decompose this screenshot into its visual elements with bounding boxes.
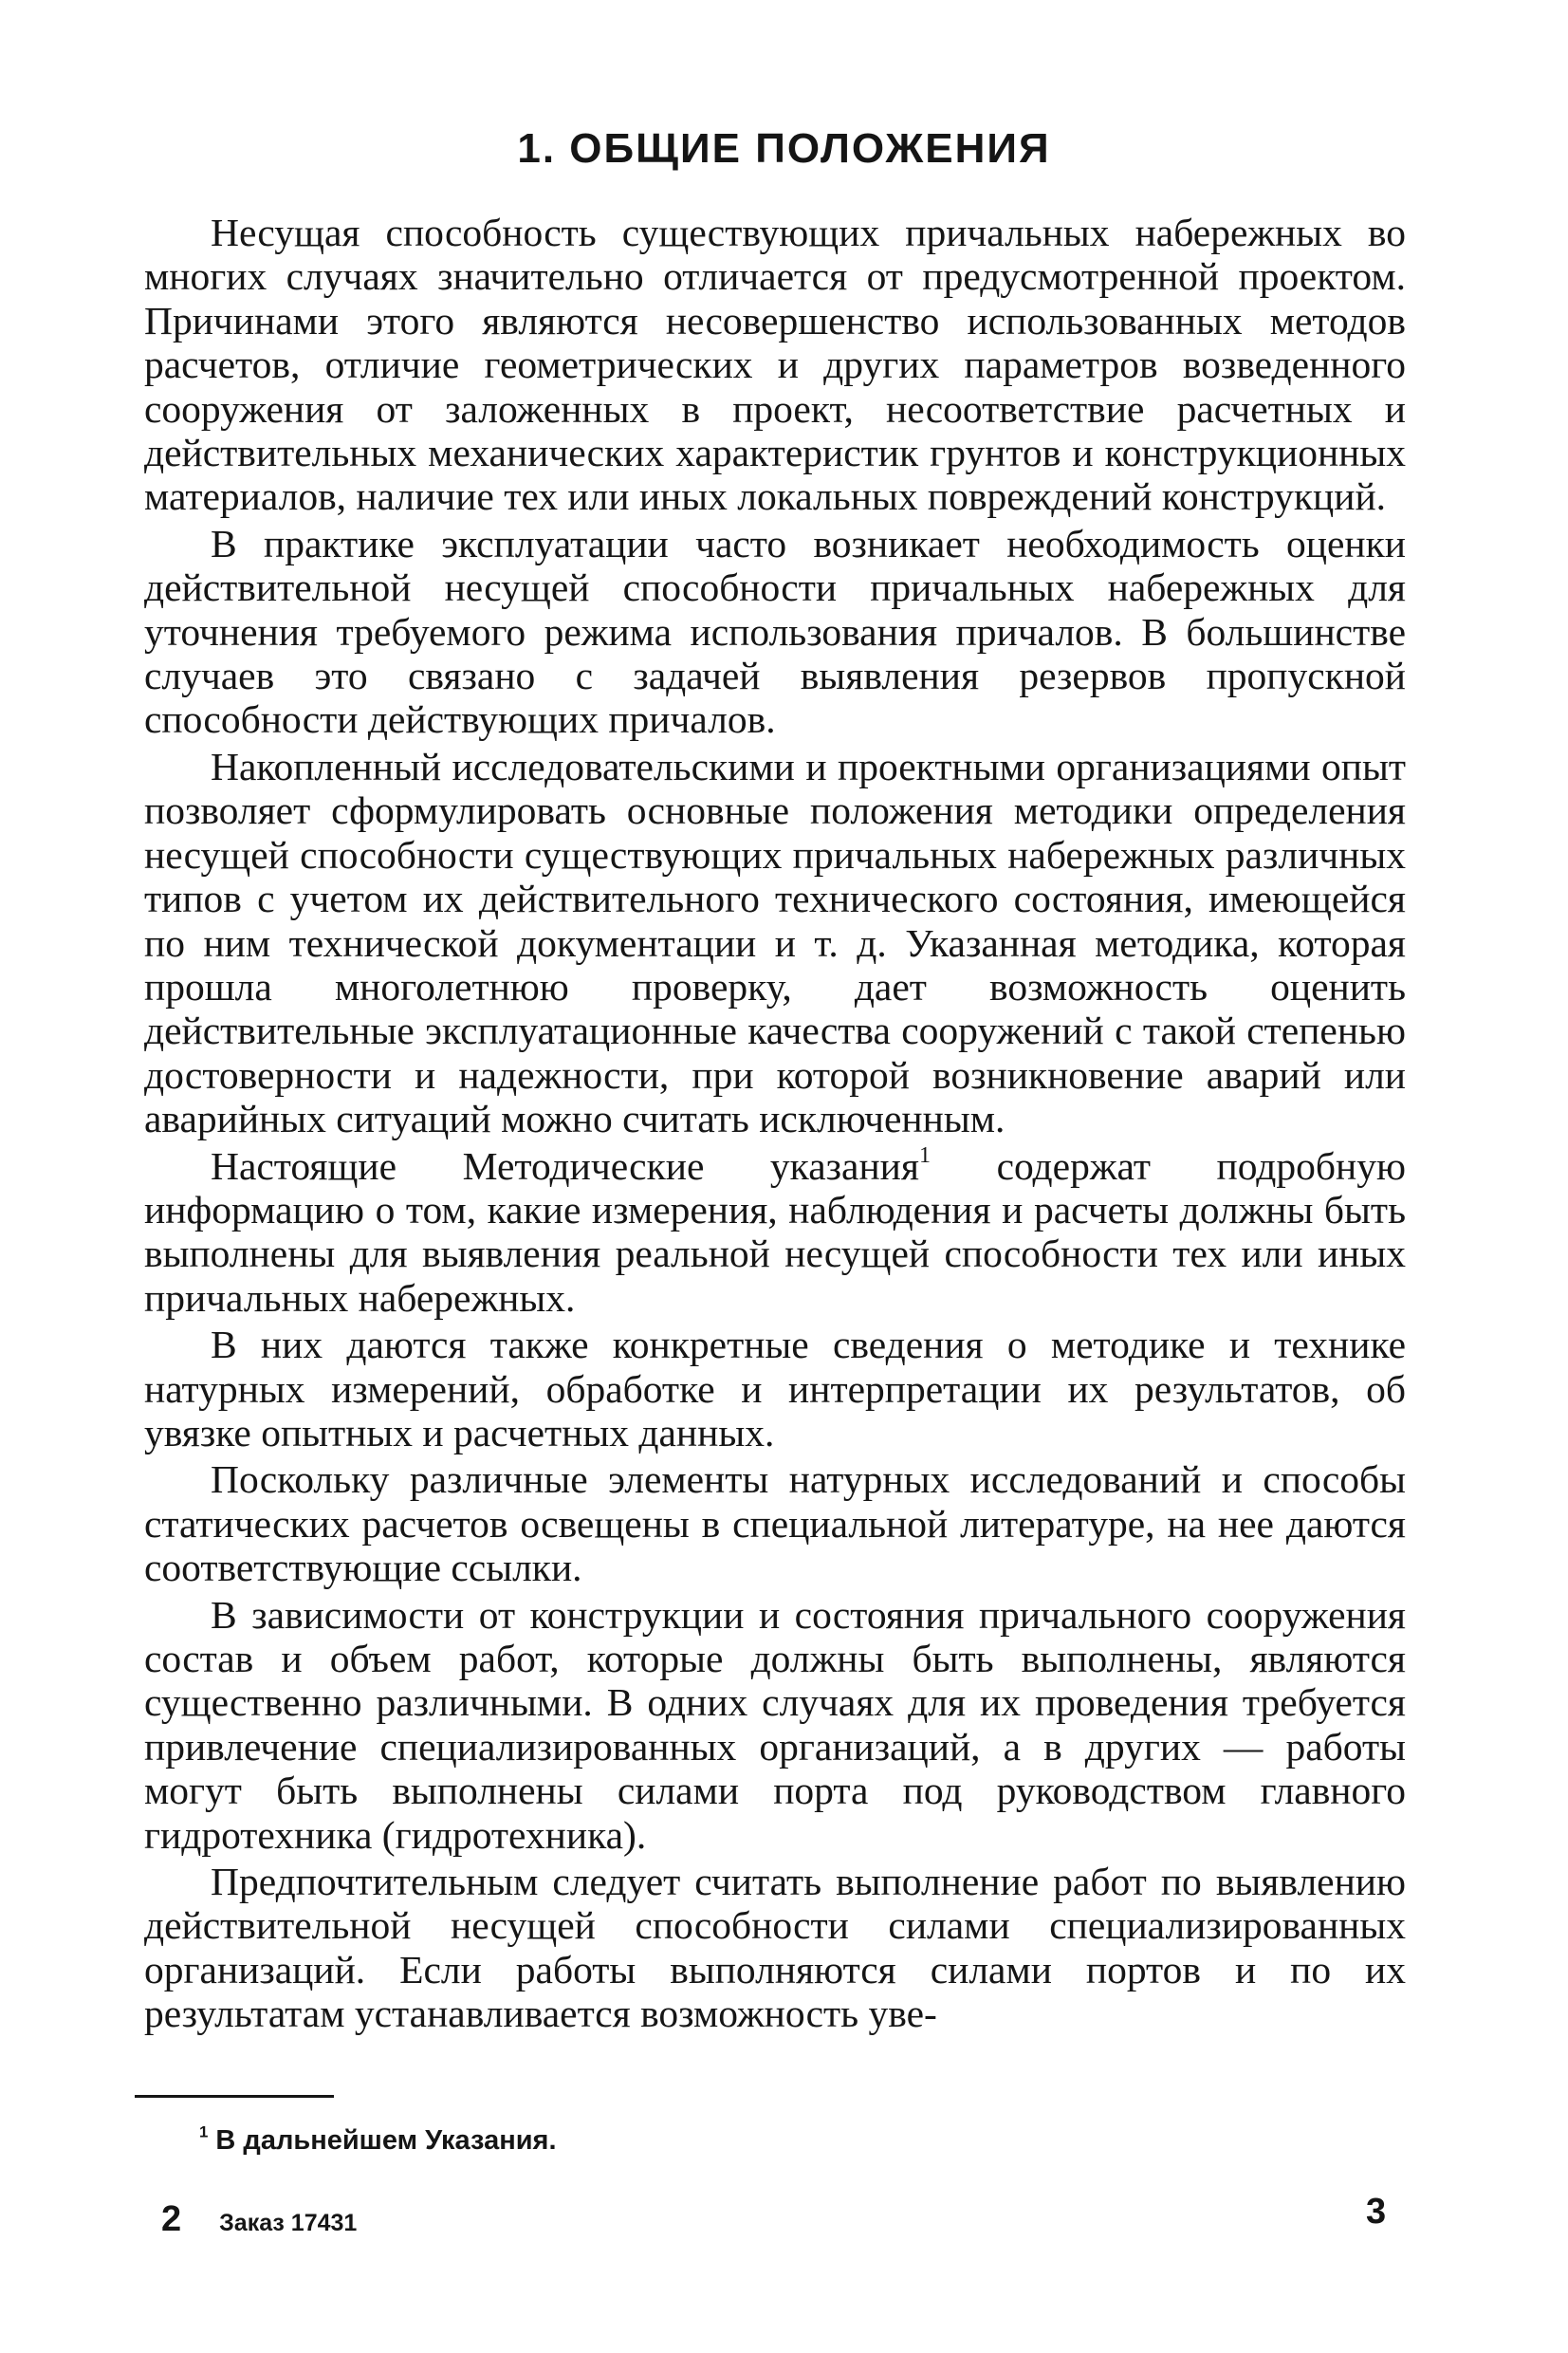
paragraph-6: Поскольку различные элементы натурных исследований и способы статических расчетов освещены в специальной литературе, на нее даются соответствующие ссылки. <box>144 1457 1406 1590</box>
footnote <box>199 2122 557 2157</box>
paragraph-3: Накопленный исследовательскими и проектными организациями опыт позволяет сформулировать основные положения методики определения несущей способности существующих причальных набережных различных типов с учетом их действительного технического состояния, имеющейся по ним технической документации и т. д. Указанная методика, которая прошла многолетнюю проверку, дает возможность оценить действительные эксплуатационные качества сооружений с такой степенью достоверности и надежности, при которой возникновение аварий или аварийных ситуаций можно считать исключенным. <box>144 744 1406 1141</box>
paragraph-8: Предпочтительным следует считать выполнение работ по выявлению действительной несущей способности силами специализированных организаций. Если работы выполняются силами портов и по их результатам устанавливается возможность уве- <box>144 1860 1406 2036</box>
footnote-marker: 1 <box>199 2122 209 2141</box>
paragraph-2: В практике эксплуатации часто возникает необходимость оценки действительной несущей способности причальных набережных для уточнения требуемого режима использования причалов. В большинстве случаев это связано с задачей выявления резервов пропускной способности действующих причалов. <box>144 521 1406 742</box>
paragraph-1: Несущая способность существующих причальных набережных во многих случаях значительно отличается от предусмотренной проектом. Причинами этого являются несовершенство использованных методов расчетов, отличие геометрических и других параметров возведенного сооружения от заложенных в проект, несоответствие расчетных и действительных механических характеристик грунтов и конструкционных материалов, наличие тех или иных локальных повреждений конструкций. <box>144 211 1406 519</box>
sheet-number: 2 <box>161 2199 182 2239</box>
paragraph-5: В них даются также конкретные сведения о методике и технике натурных измерений, обработке и интерпретации их результатов, об увязке опытных и расчетных данных. <box>144 1323 1406 1454</box>
paragraph-4 <box>144 1144 1406 1321</box>
page-number: 3 <box>1366 2192 1387 2232</box>
footnote-text: В дальнейшем Указания. <box>208 2125 557 2156</box>
paragraph-7: В зависимости от конструкции и состояния причального сооружения состав и объем работ, которые должны быть выполнены, являются существенно различными. В одних случаях для их проведения требуется привлечение специализированных организаций, а в других — работы могут быть выполнены силами порта под руководством главного гидротехника (гидротехника). <box>144 1592 1406 1857</box>
section-title: 1. ОБЩИЕ ПОЛОЖЕНИЯ <box>517 125 1051 172</box>
footnote-reference: 1 <box>918 1142 931 1168</box>
page-footer <box>161 2199 357 2240</box>
body-text <box>144 211 1406 2039</box>
print-order-info: Заказ 17431 <box>219 2210 358 2236</box>
paragraph-4-start: Настоящие Методические указания <box>211 1143 919 1188</box>
footnote-divider <box>135 2095 334 2098</box>
paragraph-4-end: содержат подробную информацию о том, какие измерения, наблюдения и расчеты должны быть выполнены для выявления реальной несущей способности тех или иных причальных набережных. <box>144 1143 1406 1320</box>
